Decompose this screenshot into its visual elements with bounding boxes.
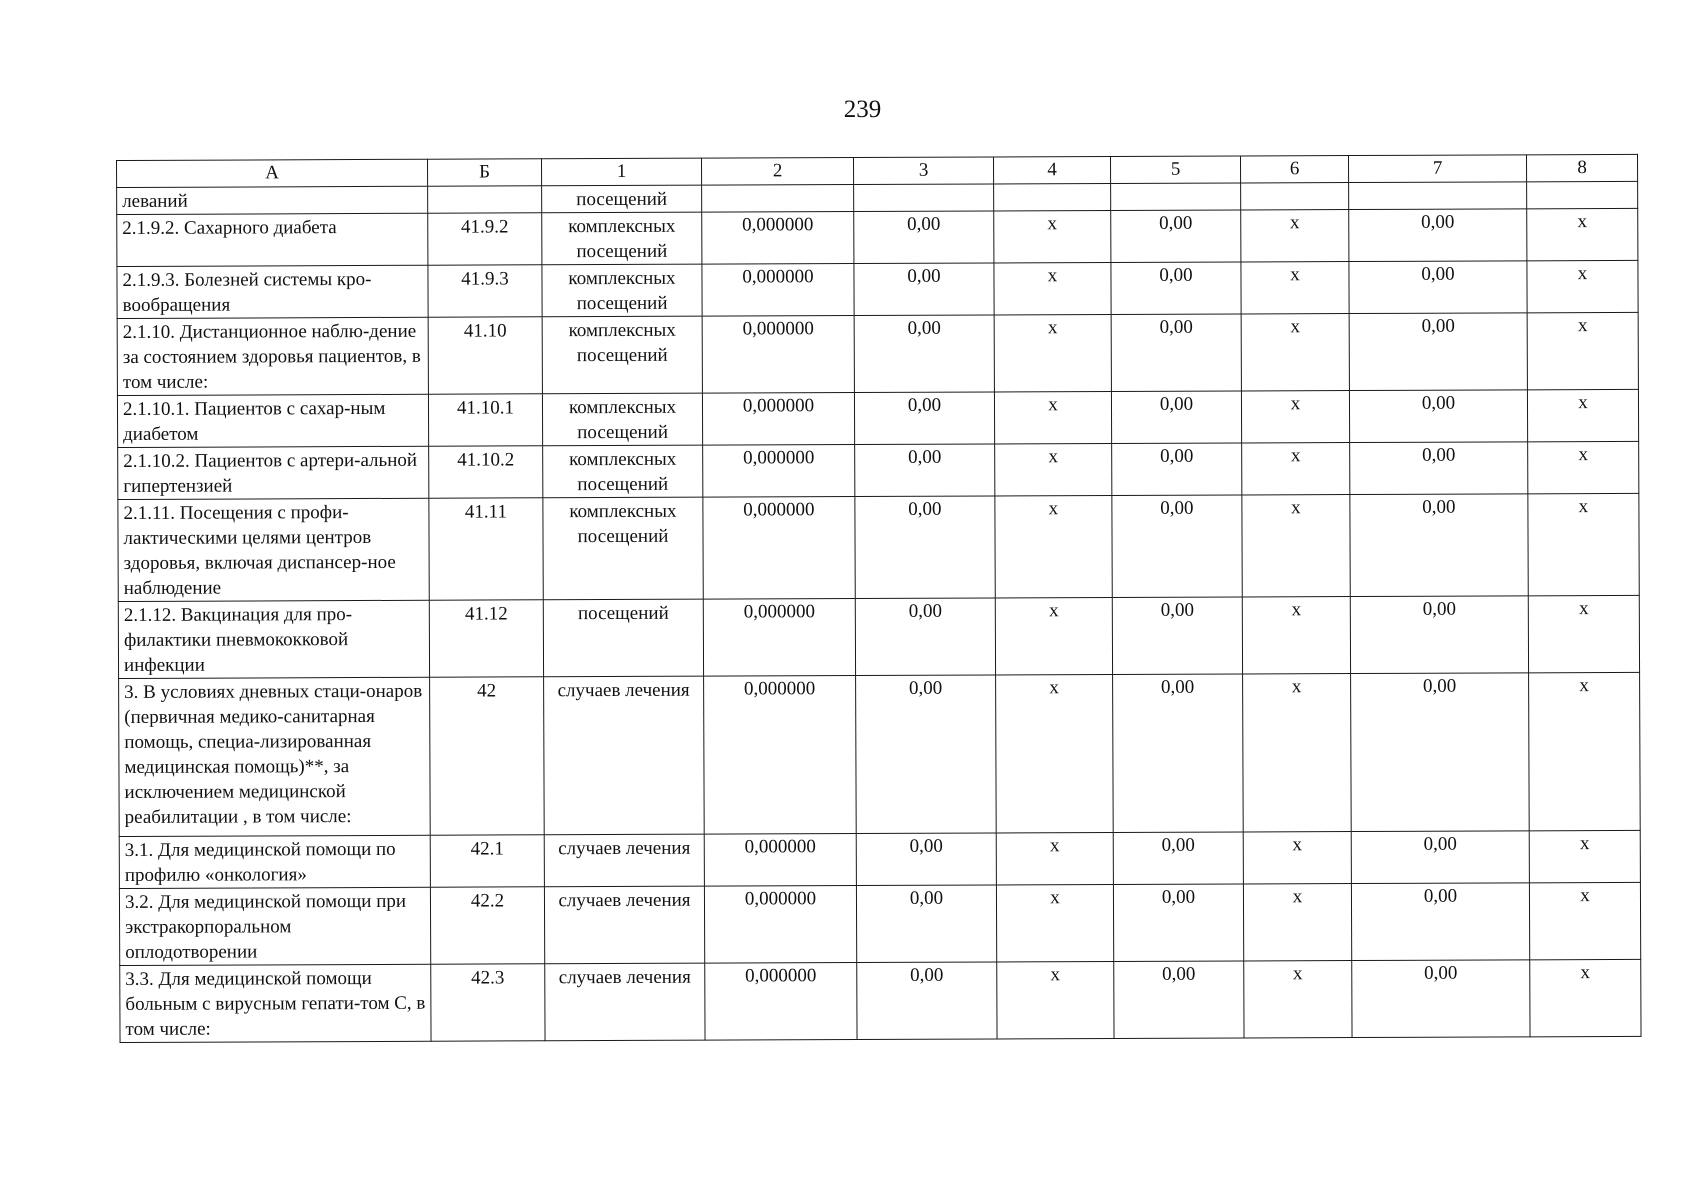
cell-col-5: 0,00 [1111, 262, 1241, 315]
column-header-4: 4 [993, 157, 1110, 184]
cell-code: 42.1 [430, 835, 544, 887]
cell-col-5: 0,00 [1113, 884, 1243, 962]
cell-col-4: х [997, 962, 1114, 1039]
cell-col-8: х [1529, 882, 1640, 959]
cell-col-6: х [1241, 391, 1349, 443]
cell-col-7: 0,00 [1349, 390, 1527, 443]
cell-name: 2.1.10.2. Пациентов с артери-альной гипертензией [118, 446, 429, 499]
cell-col-7 [1349, 182, 1527, 210]
table-row [118, 493, 1639, 601]
cell-col-5: 0,00 [1113, 674, 1244, 833]
cell-code: 41.12 [429, 600, 543, 677]
cell-code: 42 [430, 677, 545, 835]
column-header-b: Б [427, 159, 541, 186]
cell-col-7: 0,00 [1351, 883, 1529, 961]
table-row [119, 672, 1641, 836]
cell-code [428, 186, 542, 213]
cell-code: 42.3 [431, 964, 545, 1041]
cell-col-7: 0,00 [1349, 313, 1527, 391]
table-row [117, 208, 1638, 266]
cell-col-3: 0,00 [856, 833, 996, 886]
cell-col-5: 0,00 [1111, 314, 1241, 392]
cell-col-4: х [995, 598, 1112, 675]
cell-col-3: 0,00 [856, 675, 997, 834]
cell-name: 2.1.9.2. Сахарного диабета [117, 213, 428, 266]
column-header-a: А [117, 159, 428, 187]
cell-col-2: 0,000000 [705, 963, 857, 1041]
cell-col-2: 0,000000 [704, 676, 857, 835]
cell-col-7: 0,00 [1350, 442, 1528, 495]
table-row [118, 441, 1639, 499]
cell-col-6: х [1241, 262, 1349, 314]
cell-col-8: х [1528, 441, 1639, 493]
cell-col-3: 0,00 [855, 496, 995, 599]
column-header-7: 7 [1348, 155, 1526, 183]
cell-col-4: х [995, 496, 1112, 598]
cell-col-8: х [1530, 959, 1641, 1036]
cell-col-5: 0,00 [1112, 495, 1242, 598]
data-table [116, 154, 1642, 1043]
cell-col-6: х [1243, 674, 1352, 832]
cell-col-8 [1527, 181, 1638, 208]
cell-col-6: х [1244, 961, 1352, 1038]
cell-col-4: х [996, 885, 1113, 962]
cell-col-3: 0,00 [854, 211, 994, 264]
cell-col-5: 0,00 [1113, 832, 1243, 885]
cell-col-6: х [1243, 884, 1351, 961]
cell-unit: комплексных посещений [542, 316, 702, 394]
cell-col-4 [994, 184, 1111, 211]
cell-col-5: 0,00 [1114, 961, 1244, 1039]
cell-col-7: 0,00 [1349, 209, 1527, 262]
cell-col-3: 0,00 [856, 885, 996, 963]
cell-col-2: 0,000000 [703, 497, 855, 600]
cell-col-6: х [1241, 210, 1349, 262]
cell-code: 41.9.3 [428, 265, 542, 317]
column-header-6: 6 [1240, 156, 1348, 183]
cell-col-7: 0,00 [1351, 673, 1530, 832]
cell-col-2: 0,000000 [704, 834, 856, 887]
cell-unit: случаев лечения [545, 963, 705, 1041]
cell-name: леваний [117, 186, 428, 214]
column-header-2: 2 [701, 158, 853, 186]
cell-name: 2.1.12. Вакцинация для про-филактики пневмококковой инфекции [118, 600, 429, 678]
cell-col-4: х [996, 833, 1113, 885]
cell-code: 41.10 [428, 317, 542, 394]
cell-col-7: 0,00 [1352, 960, 1530, 1038]
cell-col-5: 0,00 [1112, 597, 1242, 675]
cell-col-6: х [1242, 597, 1350, 674]
cell-col-7: 0,00 [1351, 831, 1529, 884]
cell-code: 42.2 [430, 887, 544, 964]
column-header-8: 8 [1526, 154, 1637, 181]
cell-name: 2.1.10.1. Пациентов с сахар-ным диабетом [117, 394, 428, 447]
cell-col-6: х [1243, 832, 1351, 884]
cell-col-4: х [995, 444, 1112, 496]
cell-col-8: х [1528, 493, 1639, 595]
cell-col-3: 0,00 [854, 315, 994, 393]
cell-name: 2.1.10. Дистанционное наблю-дение за состоянием здоровья пациентов, в том числе: [117, 317, 428, 395]
cell-col-8: х [1527, 312, 1638, 389]
cell-col-2: 0,000000 [702, 316, 854, 394]
cell-col-5: 0,00 [1111, 391, 1241, 444]
cell-col-3 [854, 184, 994, 212]
cell-col-8: х [1527, 208, 1638, 260]
cell-col-8: х [1527, 260, 1638, 312]
cell-unit: случаев лечения [544, 886, 704, 964]
cell-unit: комплексных посещений [542, 264, 702, 317]
cell-col-2 [702, 185, 854, 213]
column-header-5: 5 [1110, 156, 1240, 184]
cell-col-5 [1111, 183, 1241, 211]
cell-unit: случаев лечения [544, 676, 705, 835]
cell-code: 41.9.2 [428, 213, 542, 265]
cell-col-3: 0,00 [854, 392, 994, 445]
cell-name: 3.1. Для медицинской помощи по профилю «онкология» [119, 835, 430, 888]
cell-col-7: 0,00 [1349, 261, 1527, 314]
cell-unit: посещений [543, 599, 703, 677]
cell-unit: комплексных посещений [543, 445, 703, 498]
table-row [118, 595, 1639, 678]
cell-unit: посещений [542, 185, 702, 213]
cell-code: 41.11 [429, 498, 543, 600]
column-header-3: 3 [853, 157, 993, 185]
cell-col-8: х [1528, 595, 1639, 672]
cell-col-2: 0,000000 [704, 886, 856, 964]
cell-col-6: х [1242, 495, 1350, 597]
cell-name: 3. В условиях дневных стаци-онаров (первичная медико-санитарная помощь, специа-лизированная медицинская помощь)**, за исключением медицинской реабилитации , в том числе: [119, 677, 431, 836]
cell-col-8: х [1529, 672, 1641, 830]
cell-col-2: 0,000000 [703, 445, 855, 498]
cell-unit: комплексных посещений [542, 393, 702, 446]
cell-col-4: х [994, 211, 1111, 263]
cell-col-2: 0,000000 [703, 599, 855, 677]
cell-col-2: 0,000000 [702, 264, 854, 317]
cell-col-3: 0,00 [855, 598, 995, 676]
cell-col-2: 0,000000 [702, 212, 854, 265]
cell-name: 3.3. Для медицинской помощи больным с вирусным гепати-том С, в том числе: [120, 964, 431, 1042]
cell-col-5: 0,00 [1112, 443, 1242, 496]
cell-col-5: 0,00 [1111, 210, 1241, 263]
cell-col-3: 0,00 [855, 444, 995, 497]
cell-col-8: х [1527, 389, 1638, 441]
table-row [119, 830, 1640, 888]
cell-col-7: 0,00 [1350, 494, 1528, 597]
cell-col-6: х [1242, 443, 1350, 495]
table-row [120, 959, 1641, 1042]
cell-col-3: 0,00 [857, 962, 997, 1040]
cell-code: 41.10.2 [429, 446, 543, 498]
cell-col-6: х [1241, 314, 1349, 391]
cell-unit: случаев лечения [544, 834, 704, 887]
cell-name: 2.1.9.3. Болезней системы кро-вообращения [117, 265, 428, 318]
cell-col-4: х [996, 675, 1114, 833]
cell-col-4: х [994, 263, 1111, 315]
cell-col-7: 0,00 [1350, 596, 1528, 674]
column-header-1: 1 [541, 158, 701, 186]
cell-name: 2.1.11. Посещения с профи-лактическими целями центров здоровья, включая диспансер-ное наблюдение [118, 498, 429, 601]
cell-col-2: 0,000000 [702, 393, 854, 446]
cell-col-4: х [994, 392, 1111, 444]
table-row [117, 260, 1638, 318]
table-row [117, 312, 1638, 395]
cell-col-3: 0,00 [854, 263, 994, 316]
cell-unit: комплексных посещений [542, 212, 702, 265]
cell-col-4: х [994, 315, 1111, 392]
cell-code: 41.10.1 [428, 394, 542, 446]
cell-unit: комплексных посещений [543, 497, 703, 600]
cell-col-8: х [1529, 830, 1640, 882]
table-row [117, 389, 1638, 447]
cell-col-6 [1241, 183, 1349, 210]
page-number: 239 [843, 96, 882, 123]
table-body [117, 181, 1641, 1042]
table-row [119, 882, 1640, 965]
cell-name: 3.2. Для медицинской помощи при экстракорпоральном оплодотворении [119, 887, 430, 965]
